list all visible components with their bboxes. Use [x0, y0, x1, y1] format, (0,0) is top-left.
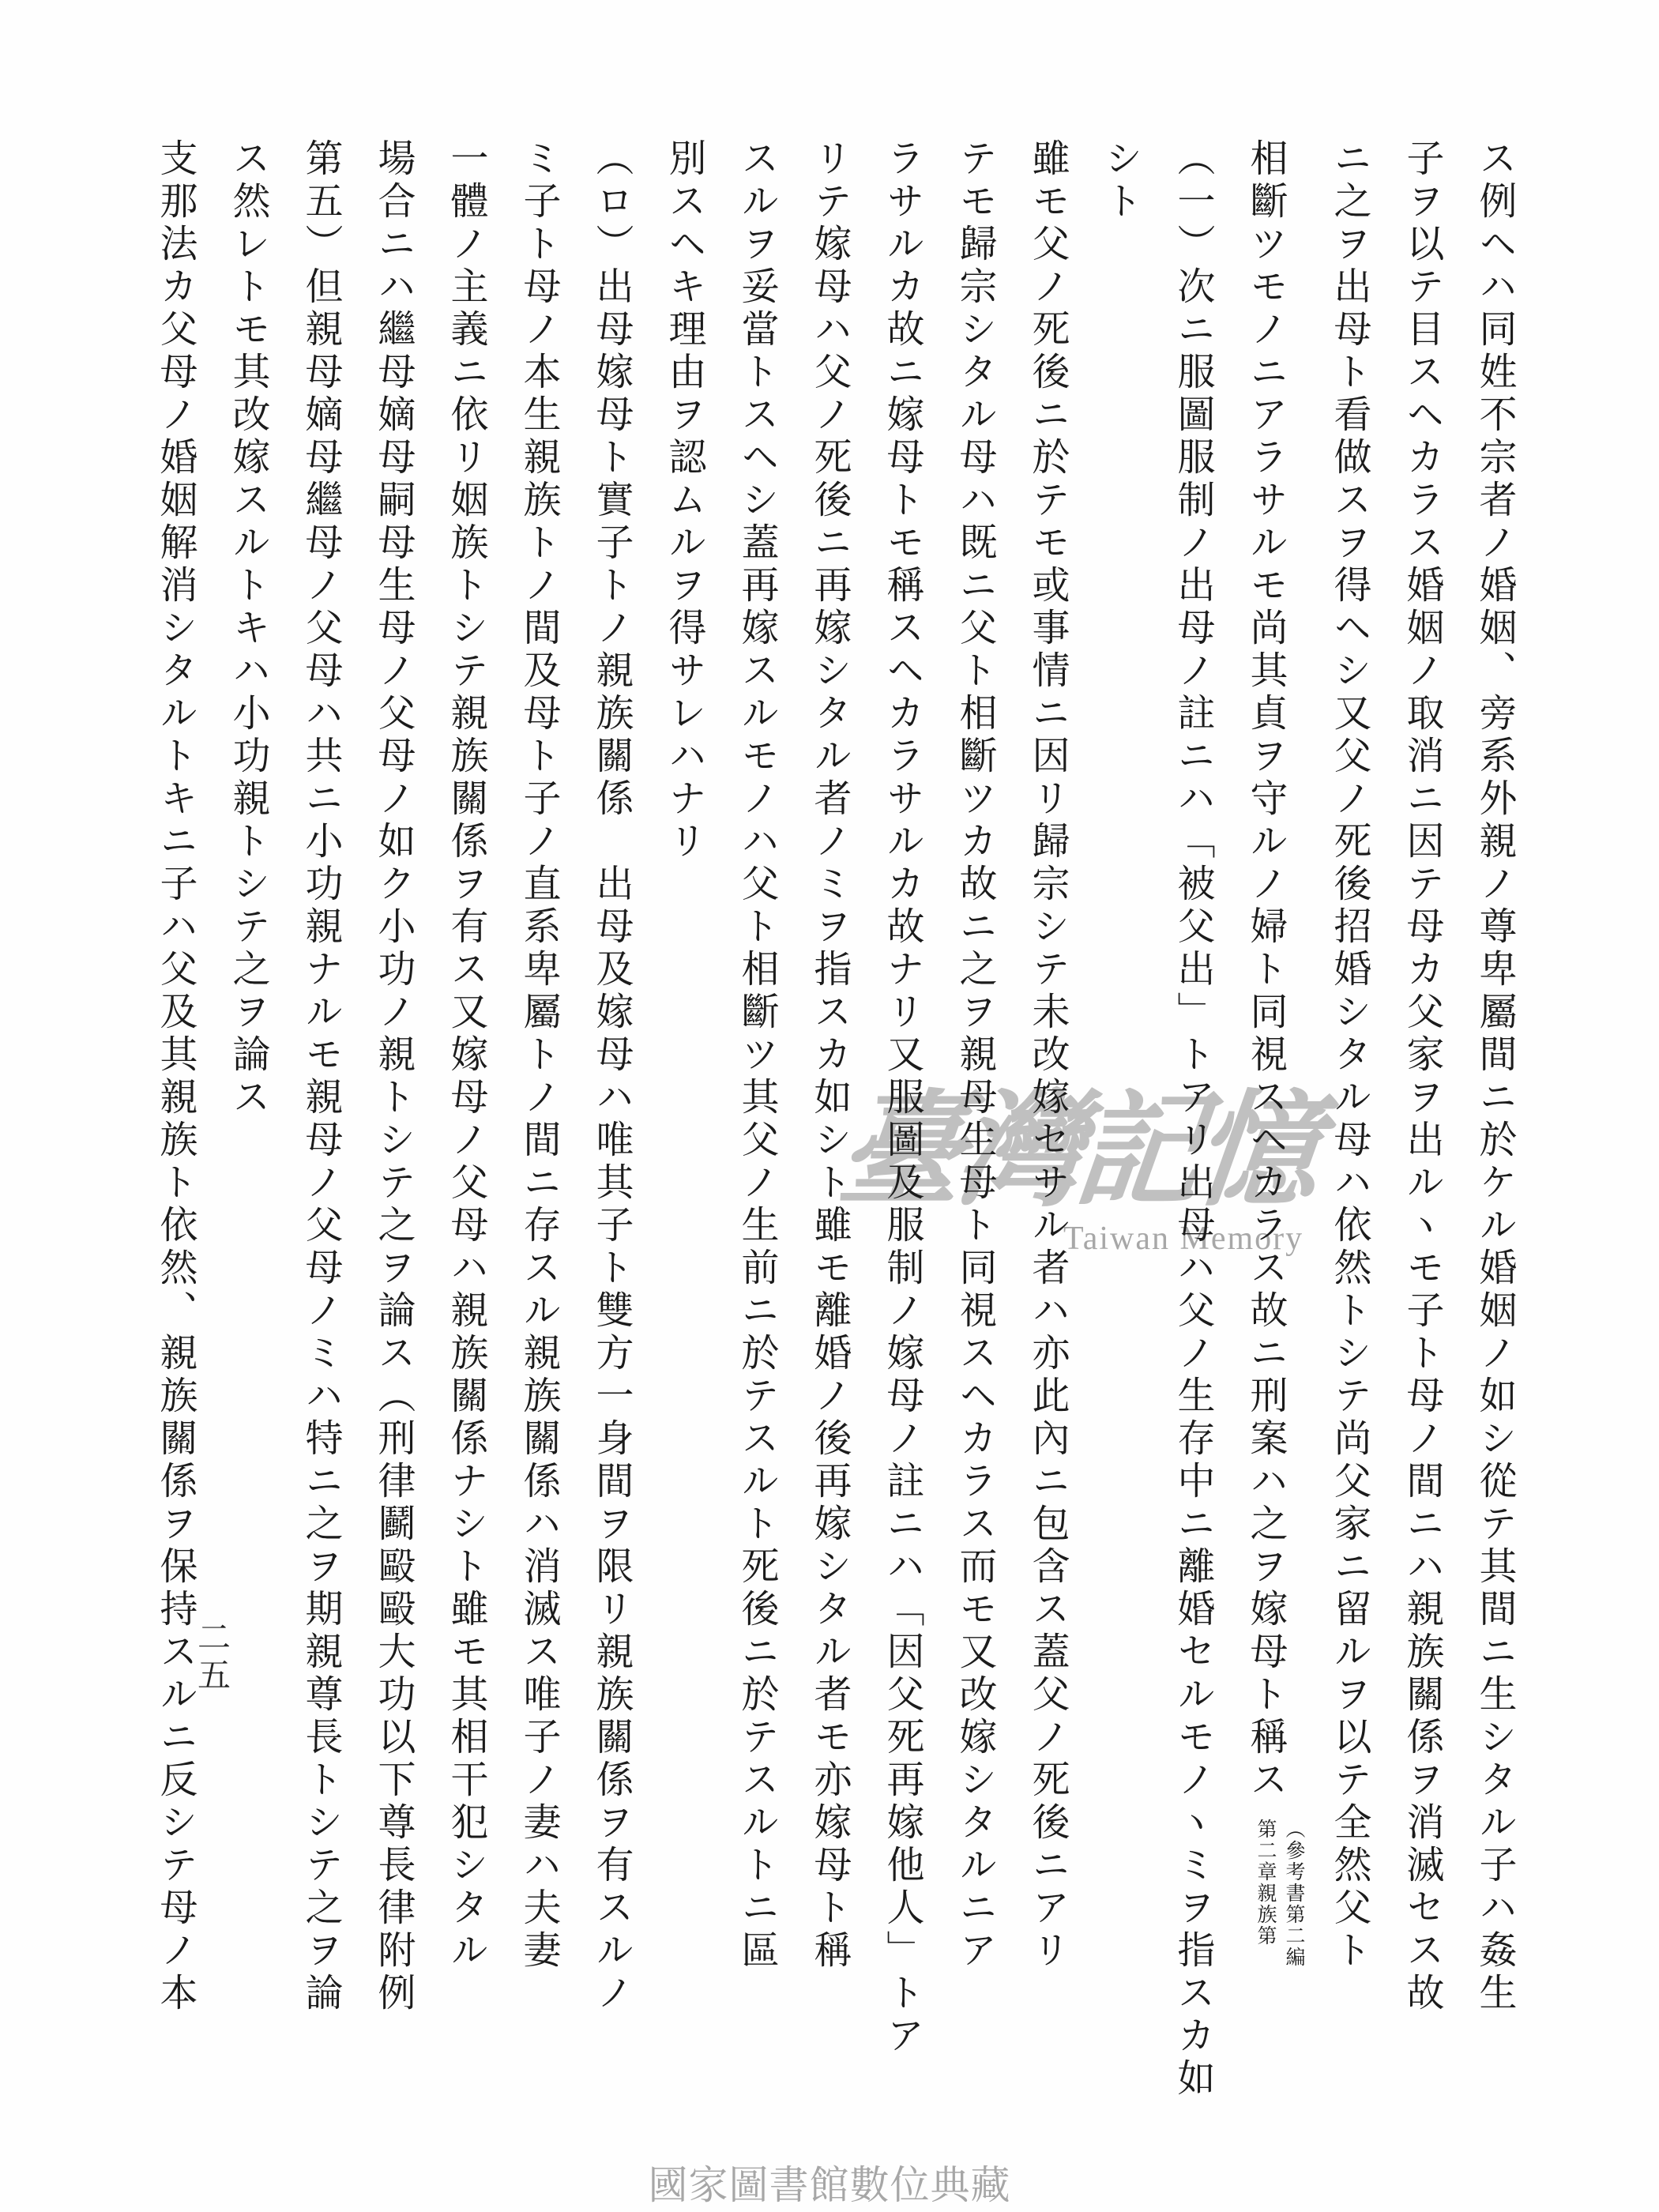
- text-column-16: 第五）但親母嫡母繼母ノ父母ハ共ニ小功親ナルモ親母ノ父母ノミハ特ニ之ヲ期親尊長トシテ之ヲ論: [299, 138, 343, 2015]
- footer-caption: 國家圖書館數位典藏: [648, 2162, 1011, 2208]
- text-column-01: ス例ヘハ同姓不宗者ノ婚姻、旁系外親ノ尊卑屬間ニ於ケル婚姻ノ如シ從テ其間ニ生シタル子ハ姦生: [1473, 138, 1517, 2015]
- text-column-13: ミ子ト母ノ本生親族トノ間及母ト子ノ直系卑屬トノ間ニ存スル親族關係ハ消滅ス唯子ノ妻ハ夫妻: [517, 138, 561, 1973]
- text-column-08: ラサルカ故ニ嫁母トモ稱スヘカラサルカ故ナリ又服圖及服制ノ嫁母ノ註ニハ「因父死再嫁他人」トア: [880, 138, 924, 2058]
- text-column-06: 雖モ父ノ死後ニ於テモ或事情ニ因リ歸宗シテ未改嫁セサル者ハ亦此內ニ包含ス蓋父ノ死後ニアリ: [1025, 138, 1070, 1973]
- text-column-03: ニ之ヲ出母ト看做スヲ得ヘシ又父ノ死後招婚シタル母ハ依然トシテ尚父家ニ留ルヲ以テ全然父ト: [1327, 138, 1371, 1973]
- text-column-12: （ロ）出母嫁母ト實子トノ親族關係 出母及嫁母ハ唯其子ト雙方一身間ヲ限リ親族關係ヲ有スルノ: [589, 138, 634, 2015]
- text-column-17: ス然レトモ其改嫁スルトキハ小功親トシテ之ヲ論ス: [226, 138, 270, 1119]
- text-column-04: [1229, 138, 1313, 2105]
- text-column-15: 場合ニハ繼母嫡母嗣母生母ノ父母ノ如ク小功ノ親トシテ之ヲ論ス（刑律鬬毆毆大功以下尊長律附例: [371, 138, 416, 2015]
- taiwan-memory-watermark: 臺灣記憶: [831, 1078, 1321, 1224]
- vertical-text-block: [139, 138, 1531, 2105]
- reference-note-line-1: （參考書第二編: [1283, 1819, 1306, 1969]
- text-column-07: テモ歸宗シタル母ハ既ニ父ト相斷ツカ故ニ之ヲ親母生母ト同視スヘカラス而モ又改嫁シタルニア: [953, 138, 997, 1973]
- taiwan-memory-watermark-latin: Taiwan Memory: [1063, 1221, 1304, 1257]
- page-number: 二五: [193, 1620, 231, 1695]
- text-column-04-main: 相斷ツモノニアラサルモ尚其貞ヲ守ルノ婦ト同視スヘカラス故ニ刑案ハ之ヲ嫁母ト稱ス: [1243, 138, 1288, 1802]
- text-column-11: 別スヘキ理由ヲ認ムルヲ得サレハナリ: [662, 138, 706, 863]
- text-column-02: 子ヲ以テ目スヘカラス婚姻ノ取消ニ因テ母カ父家ヲ出ルヽモ子ト母ノ間ニハ親族關係ヲ消滅セス故: [1400, 138, 1444, 2015]
- reference-note-line-2: 第二章親族第: [1255, 1819, 1277, 1947]
- text-column-14: 一體ノ主義ニ依リ姻族トシテ親族關係ヲ有ス又嫁母ノ父母ハ親族關係ナシト雖モ其相干犯シタル: [444, 138, 488, 1973]
- text-column-09: リテ嫁母ハ父ノ死後ニ再嫁シタル者ノミヲ指スカ如シト雖モ離婚ノ後再嫁シタル者モ亦嫁母ト稱: [807, 138, 852, 1973]
- text-column-05: （一）次ニ服圖服制ノ出母ノ註ニハ「被父出」トアリ出母ハ父ノ生存中ニ離婚セルモノヽミヲ指スカ如シト: [1098, 138, 1215, 2101]
- text-column-10: スルヲ妥當トスヘシ蓋再嫁スルモノハ父ト相斷ツ其父ノ生前ニ於テスルト死後ニ於テスルトニ區: [735, 138, 779, 1973]
- text-column-18: 支那法カ父母ノ婚姻解消シタルトキニ子ハ父及其親族ト依然、親族關係ヲ保持スルニ反シテ母ノ本: [153, 138, 198, 2015]
- reference-note: [1251, 1819, 1308, 1968]
